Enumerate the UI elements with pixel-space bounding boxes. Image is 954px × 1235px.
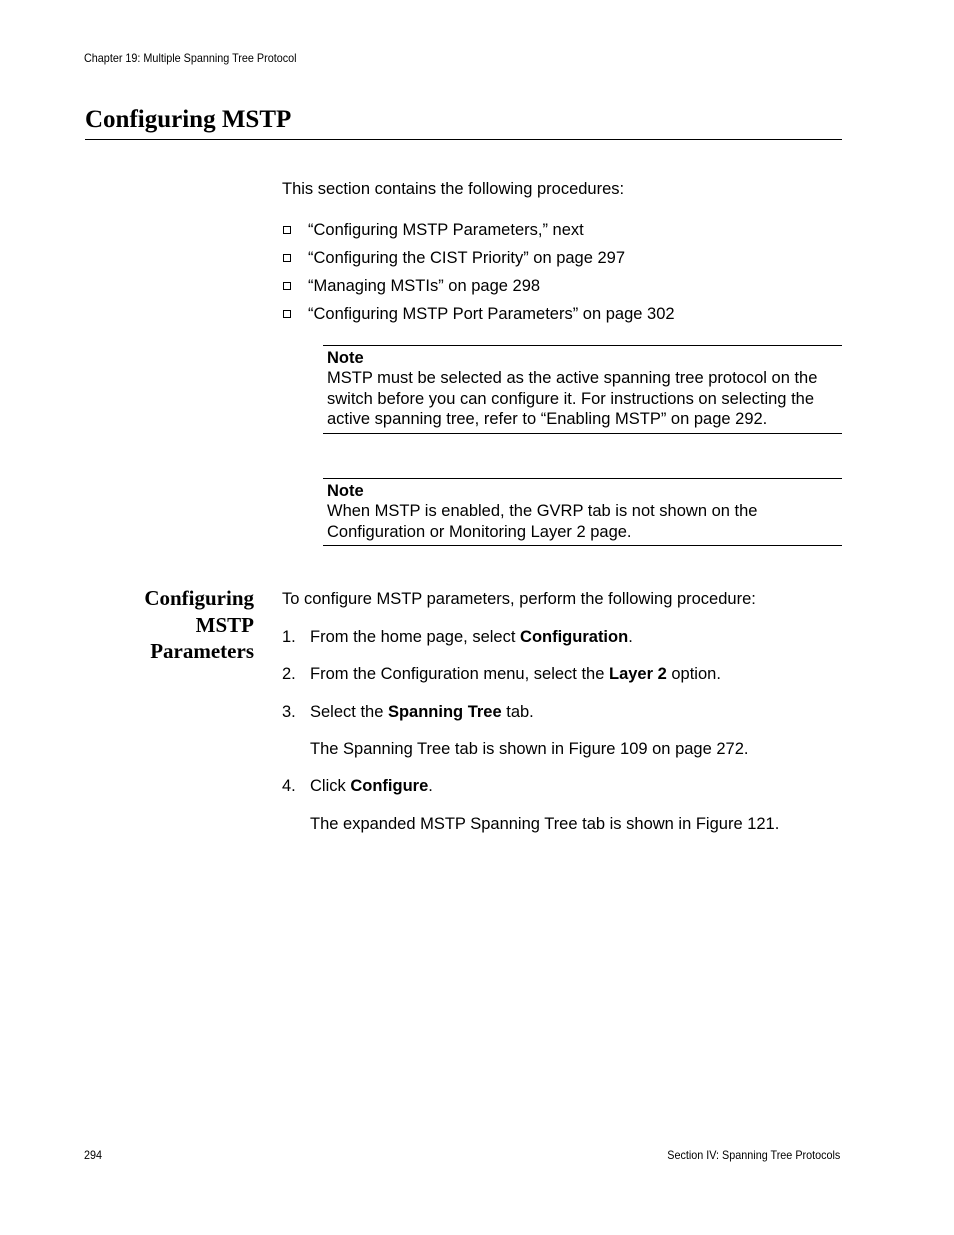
footer-section-title: Section IV: Spanning Tree Protocols (666, 1148, 840, 1162)
list-item: “Managing MSTIs” on page 298 (282, 272, 675, 300)
page-title: Configuring MSTP (85, 106, 292, 133)
checkbox-bullet-icon (283, 310, 291, 318)
note-box (323, 478, 842, 546)
note-label: Note (327, 349, 364, 367)
ui-term: Layer 2 (608, 665, 667, 683)
step-followup: The expanded MSTP Spanning Tree tab is shown in Figure 121. (310, 815, 780, 833)
ui-term: Configuration (520, 628, 629, 646)
note-line: Configuration or Monitoring Layer 2 page. (327, 522, 632, 541)
checkbox-bullet-icon (283, 254, 291, 262)
subsection-heading: Configuring MSTP Parameters (144, 586, 254, 663)
note-label: Note (327, 482, 364, 500)
list-item: “Configuring the CIST Priority” on page 297 (282, 244, 675, 272)
intro-text: This section contains the following procedures: (282, 180, 625, 198)
procedure-step: 2. From the Configuration menu, select the Layer 2 option. (282, 665, 721, 683)
checkbox-bullet-icon (283, 226, 291, 234)
procedure-step: 4. Click Configure. (282, 777, 433, 795)
step-number: 3. (282, 703, 296, 721)
note-line: switch before you can configure it. For instructions on selecting the (327, 389, 814, 408)
list-item: “Configuring MSTP Port Parameters” on page 302 (282, 300, 675, 328)
procedure-intro: To configure MSTP parameters, perform the following procedure: (282, 590, 756, 608)
checkbox-bullet-icon (283, 282, 291, 290)
running-head: Chapter 19: Multiple Spanning Tree Protocol (84, 51, 297, 65)
step-followup: The Spanning Tree tab is shown in Figure 109 on page 272. (310, 740, 749, 758)
step-number: 4. (282, 777, 296, 795)
ui-term: Spanning Tree (387, 703, 502, 721)
note-line: active spanning tree, refer to “Enabling MSTP” on page 292. (327, 410, 768, 428)
ui-term: Configure (350, 777, 429, 795)
procedure-step: 3. Select the Spanning Tree tab. (282, 703, 534, 721)
note-line: When MSTP is enabled, the GVRP tab is not shown on the (327, 502, 758, 520)
note-line: MSTP must be selected as the active spanning tree protocol on the (327, 369, 818, 387)
step-number: 1. (282, 628, 296, 646)
note-box (323, 345, 842, 434)
page-number: 294 (84, 1148, 103, 1162)
step-number: 2. (282, 665, 296, 683)
title-rule (85, 139, 842, 140)
list-item: “Configuring MSTP Parameters,” next (282, 216, 675, 244)
procedure-step: 1. From the home page, select Configuration. (282, 628, 633, 646)
procedure-list (282, 216, 675, 328)
